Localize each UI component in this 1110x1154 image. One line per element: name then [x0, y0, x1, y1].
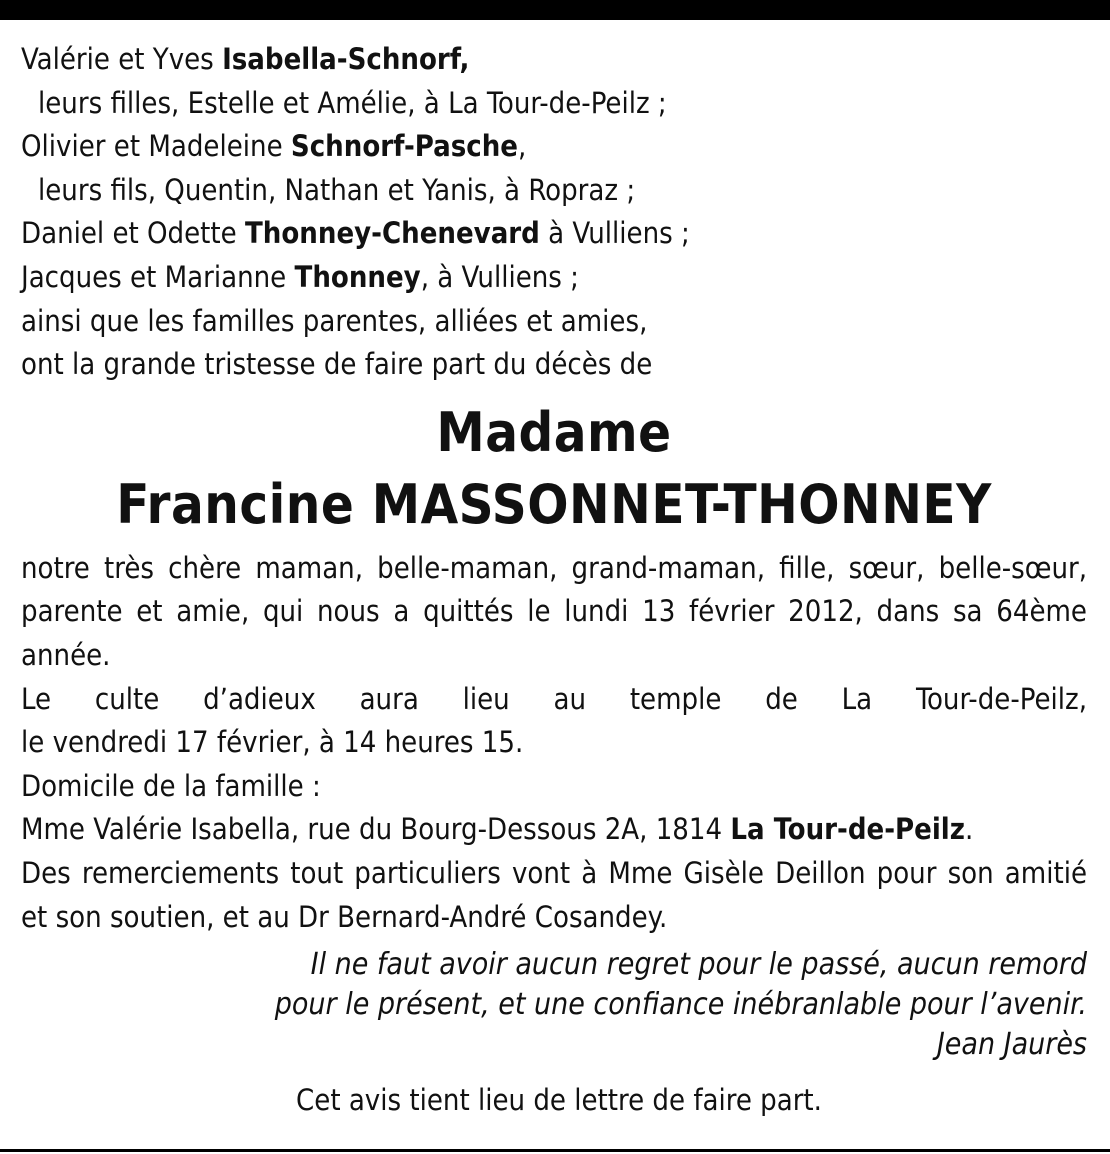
quote-block: [21, 945, 1087, 1065]
quote-line-1: Il ne faut avoir aucun regret pour le passé, aucun remord: [310, 947, 1087, 983]
family-line-6-suffix: , à Vulliens ;: [420, 259, 579, 294]
quote-author: Jean Jaurès: [936, 1027, 1087, 1063]
family-line-1-text: Valérie et Yves: [21, 42, 223, 76]
family-name-thonney-chenevard: Thonney-Chenevard: [244, 216, 540, 251]
service-line-2: le vendredi 17 février, à 14 heures 15.: [21, 725, 524, 760]
family-line-5-text: Daniel et Odette: [21, 216, 245, 251]
family-line-3-text: Olivier et Madeleine: [21, 129, 291, 164]
quote-line-2: pour le présent, et une confiance inébranlable pour l’avenir.: [274, 987, 1087, 1023]
family-line-8: ont la grande tristesse de faire part du décès de: [21, 347, 653, 382]
family-line-1: [21, 38, 1087, 82]
family-line-5: [21, 212, 1087, 256]
deceased-description: notre très chère maman, belle-maman, grand-maman, fille, sœur, belle-sœur, parente et amie, qui nous a quittés le lundi 13 février 2012, dans sa 64ème année.: [21, 550, 1087, 672]
family-name-isabella-schnorf: Isabella-Schnorf,: [222, 42, 470, 76]
domicile-address-line: [21, 808, 1087, 852]
domicile-end: .: [964, 812, 974, 847]
family-line-7: ainsi que les familles parentes, alliées et amies,: [21, 303, 648, 338]
notice-body: [21, 547, 1087, 939]
deceased-name: Francine MASSONNET-THONNEY: [116, 472, 992, 536]
family-name-schnorf-pasche: Schnorf-Pasche: [290, 129, 519, 164]
family-name-thonney: Thonney: [294, 259, 421, 294]
domicile-label: Domicile de la famille :: [21, 768, 321, 803]
deceased-title: Madame: [436, 400, 672, 464]
family-line-6: [21, 256, 1087, 300]
service-line-1: Le culte d’adieux aura lieu au temple de La Tour-de-Peilz,: [21, 681, 1087, 716]
bottom-border-rule: [0, 1149, 1110, 1152]
obituary-notice: [21, 38, 1087, 1123]
family-line-5-suffix: à Vulliens ;: [539, 216, 690, 251]
deceased-heading: [21, 397, 1087, 541]
footer-note: Cet avis tient lieu de lettre de faire part.: [296, 1083, 822, 1118]
family-line-4: leurs fils, Quentin, Nathan et Yanis, à Ropraz ;: [38, 172, 636, 207]
family-line-6-text: Jacques et Marianne: [21, 259, 295, 294]
thanks-paragraph: Des remerciements tout particuliers vont à Mme Gisèle Deillon pour son amitié et son soutien, et au Dr Bernard-André Cosandey.: [21, 855, 1087, 934]
family-line-3-suffix: ,: [518, 129, 527, 164]
domicile-address: Mme Valérie Isabella, rue du Bourg-Dessous 2A, 1814: [21, 812, 731, 847]
family-line-3: [21, 125, 1087, 169]
top-border-rule: [0, 0, 1110, 20]
family-list: [21, 38, 1087, 387]
domicile-city: La Tour-de-Peilz: [730, 812, 965, 847]
family-line-2: leurs filles, Estelle et Amélie, à La Tour-de-Peilz ;: [38, 85, 667, 120]
